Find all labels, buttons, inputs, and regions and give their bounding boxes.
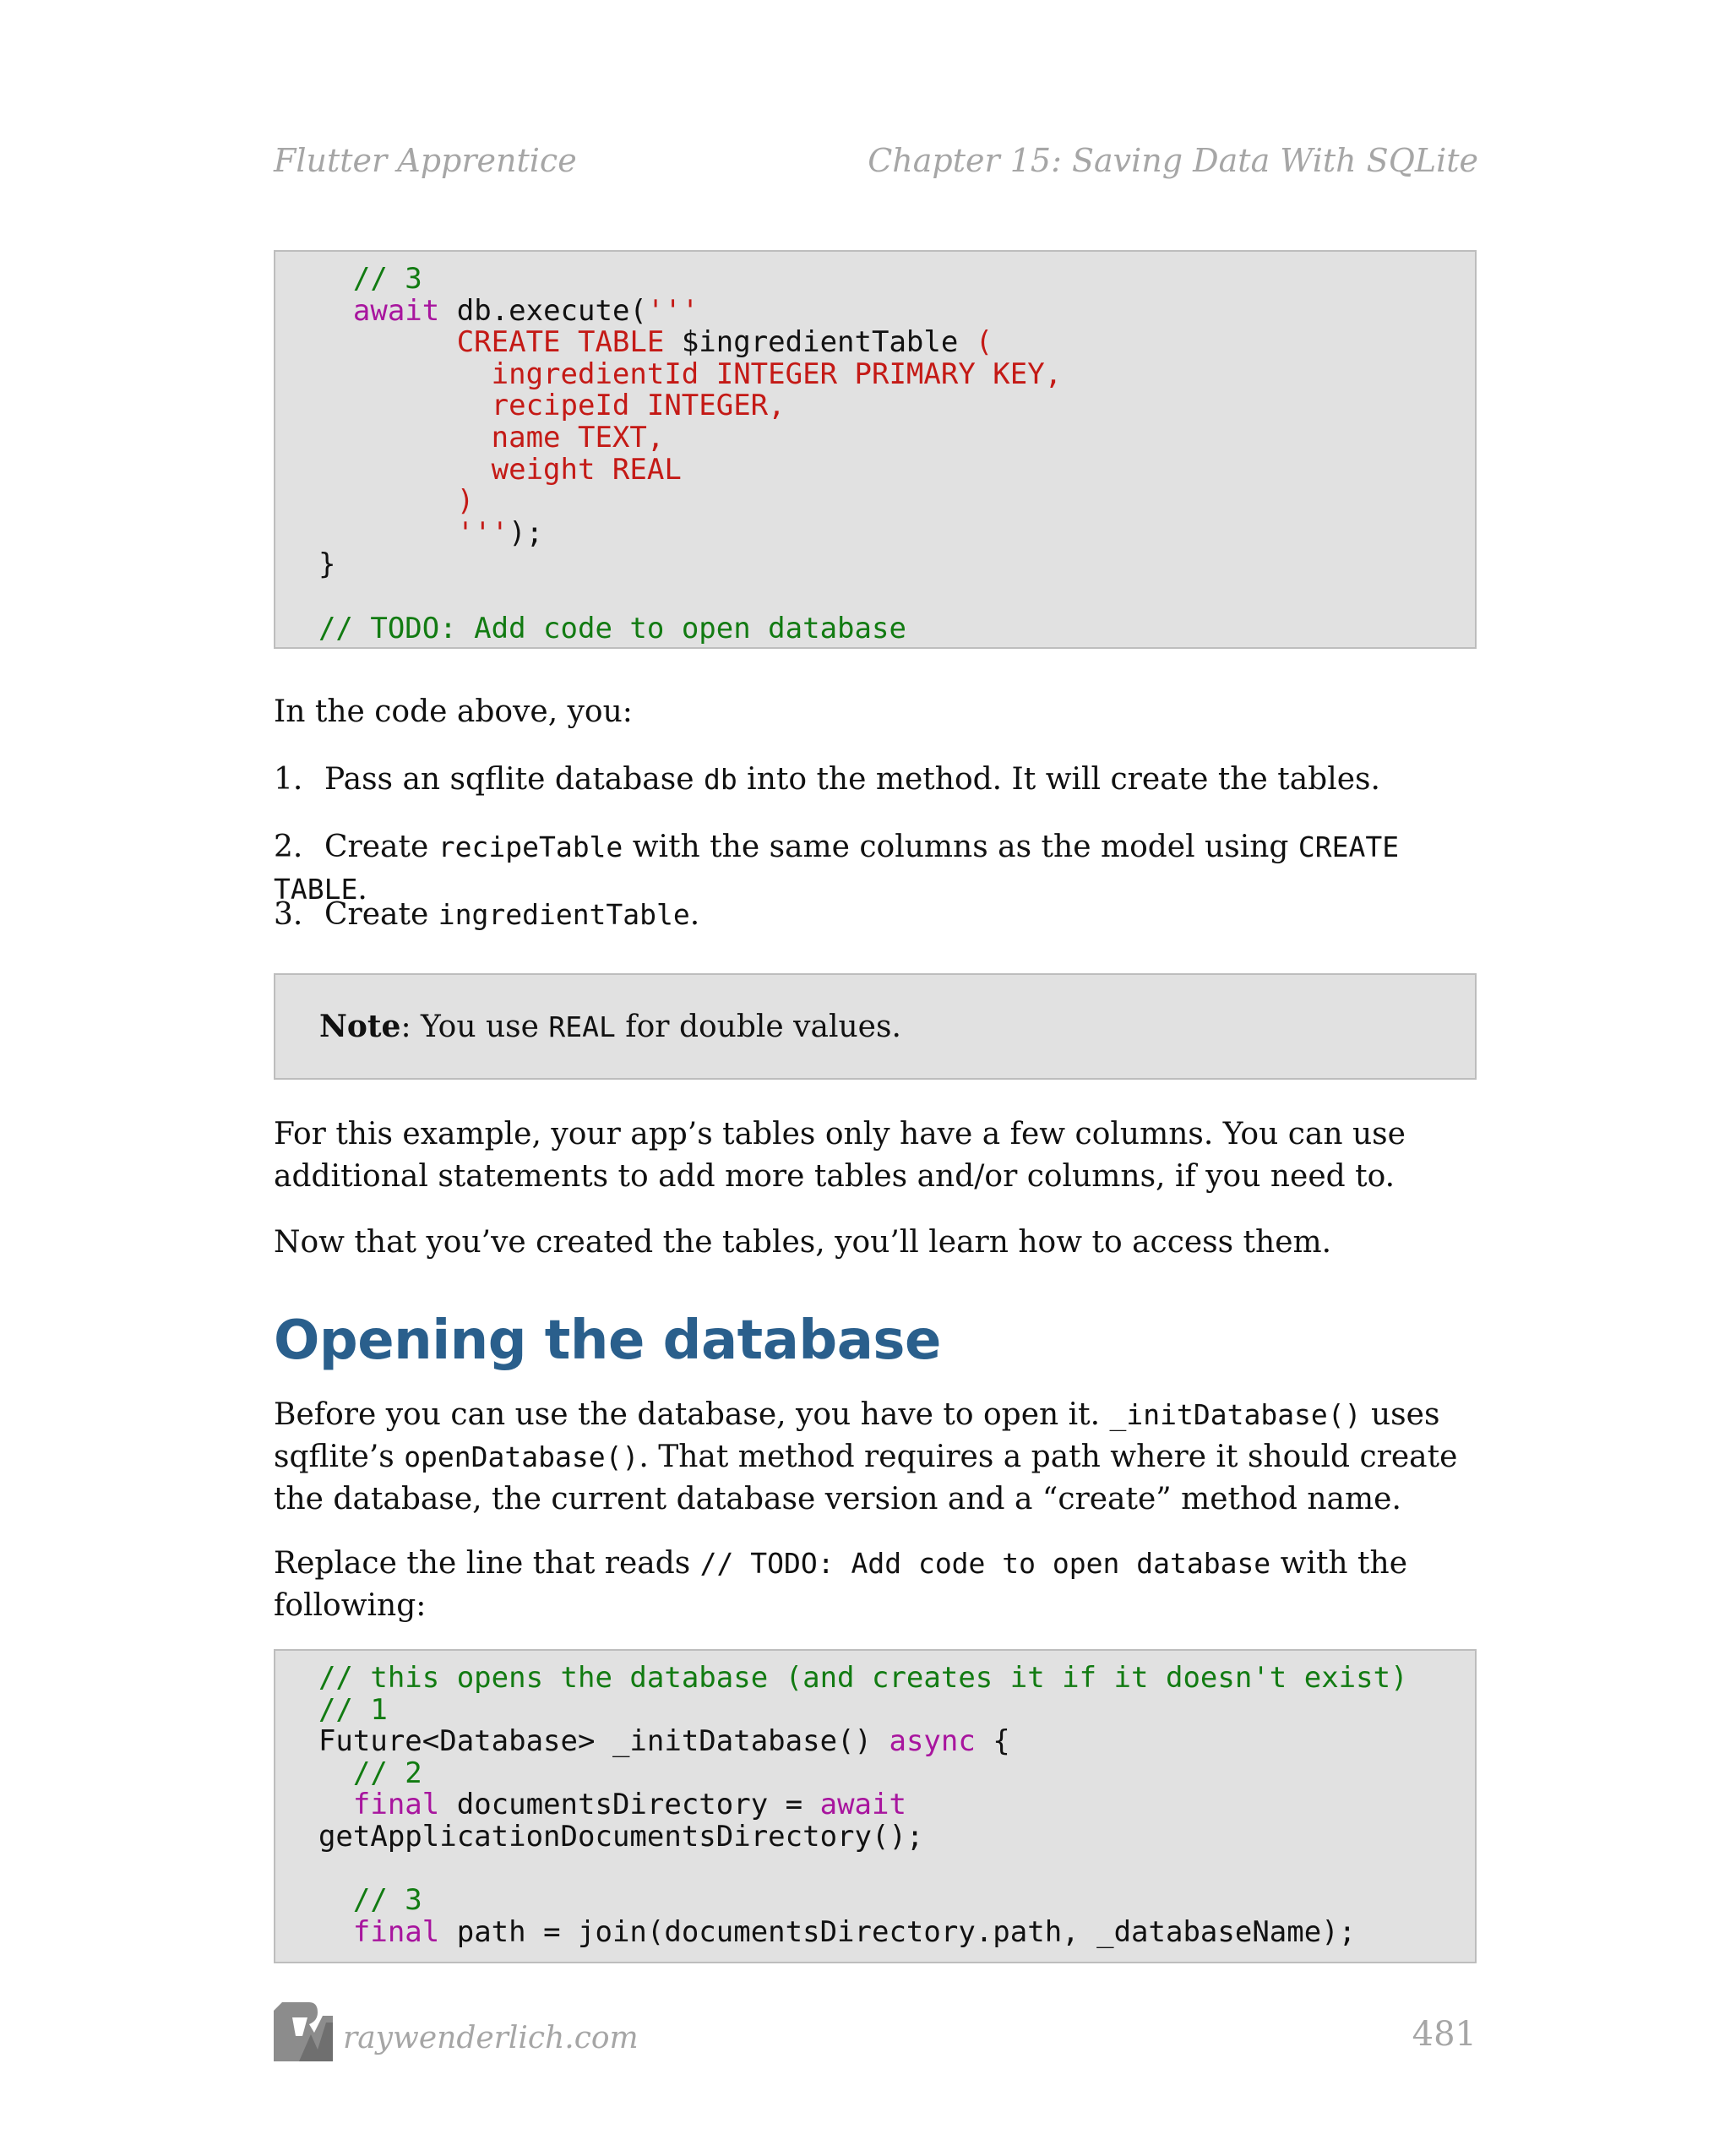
intro-text: In the code above, you: — [274, 694, 633, 729]
code-indent — [284, 1724, 318, 1758]
code-indent — [284, 1756, 353, 1790]
note-text-before: : You use — [400, 1010, 549, 1044]
code-token: getApplicationDocumentsDirectory(); — [318, 1819, 924, 1854]
text: Create — [324, 897, 438, 932]
text: . — [689, 897, 700, 932]
code-line — [284, 327, 1475, 359]
code-token: final — [352, 1914, 440, 1949]
text: Create — [324, 830, 438, 864]
code-indent — [284, 421, 492, 455]
inline-code: _initDatabase() — [1109, 1398, 1362, 1431]
code-line — [284, 452, 1475, 487]
code-line — [284, 1692, 1475, 1727]
code-token: $ingredientTable — [681, 325, 959, 360]
code-token: db.execute( — [439, 293, 647, 328]
code-token: await — [352, 293, 440, 328]
code-token: // 2 — [352, 1756, 422, 1790]
code-line — [284, 264, 1475, 296]
code-line — [284, 359, 1475, 391]
inline-code: recipeTable — [438, 830, 623, 863]
list-item-text — [324, 897, 699, 932]
code-line — [284, 422, 1475, 455]
page-number: 481 — [1412, 2015, 1477, 2054]
code-token: } — [318, 547, 336, 582]
text: . — [357, 872, 367, 906]
code-line — [284, 390, 1475, 422]
note-text-after: for double values. — [615, 1010, 901, 1044]
code-lines — [275, 1663, 1475, 1948]
code-token: ''' — [456, 515, 509, 550]
code-token: ( — [958, 325, 993, 360]
code-line — [284, 1914, 1475, 1949]
text: Replace the line that reads — [274, 1546, 700, 1581]
code-indent — [284, 453, 492, 487]
inline-code: ingredientTable — [438, 898, 690, 931]
paragraph-replace — [274, 1543, 1477, 1627]
code-line — [284, 515, 1475, 550]
code-token: path = join(documentsDirectory.path, _databaseName); — [439, 1914, 1357, 1949]
list-item-text — [324, 762, 1380, 797]
code-indent — [284, 262, 353, 296]
code-indent — [284, 294, 353, 328]
code-indent — [284, 547, 318, 581]
code-line — [284, 486, 1475, 518]
section-heading: Opening the database — [274, 1309, 941, 1372]
code-token: // this opens the database (and creates it if it doesn't exist) — [318, 1661, 1408, 1695]
inline-code: // TODO: Add code to open database — [699, 1547, 1271, 1580]
code-token: Future<Database> _initDatabase() — [318, 1724, 889, 1759]
book-title: Flutter Apprentice — [274, 142, 577, 179]
code-token: final — [352, 1788, 440, 1822]
code-token: // 1 — [318, 1692, 388, 1727]
code-indent — [284, 1693, 318, 1727]
code-token: // TODO: Add code to open database — [318, 611, 906, 645]
code-indent — [284, 1788, 353, 1821]
inline-code: CREATE TABLE — [274, 830, 1400, 906]
note-box — [274, 973, 1477, 1080]
code-indent — [284, 484, 457, 518]
text: Before you can use the database, you have to open it. — [274, 1397, 1110, 1432]
list-item-3 — [274, 894, 1477, 936]
code-token: recipeId INTEGER, — [491, 389, 786, 423]
list-number: 3. — [274, 897, 303, 932]
code-line — [284, 1789, 1475, 1821]
code-token: { — [975, 1724, 1010, 1759]
list-number: 1. — [274, 762, 303, 797]
code-token: await — [819, 1788, 906, 1822]
code-token: weight REAL — [491, 452, 682, 487]
code-token: async — [889, 1724, 976, 1759]
code-indent — [284, 1883, 353, 1917]
code-indent — [284, 389, 492, 422]
text: uses sqflite’s — [274, 1397, 1440, 1474]
list-item-1 — [274, 759, 1477, 801]
code-block-init-database — [274, 1649, 1477, 1963]
code-line — [284, 1854, 1475, 1886]
code-line — [284, 549, 1475, 581]
inline-code: openDatabase() — [404, 1440, 639, 1473]
code-indent — [284, 1915, 353, 1949]
code-indent — [284, 1820, 318, 1854]
inline-code: db — [703, 763, 737, 796]
code-indent — [284, 325, 457, 359]
text: with the following: — [274, 1546, 1408, 1623]
code-line — [284, 293, 1475, 328]
note-label: Note — [319, 1009, 401, 1044]
code-token: ''' — [646, 293, 699, 328]
code-line — [284, 1758, 1475, 1790]
code-lines — [275, 264, 1475, 645]
code-token: name TEXT, — [491, 420, 665, 455]
paragraph-access: Now that you’ve created the tables, you’ll learn how to access them. — [274, 1225, 1332, 1260]
chapter-title: Chapter 15: Saving Data With SQLite — [868, 142, 1478, 179]
code-line — [284, 1885, 1475, 1917]
note-code: REAL — [548, 1010, 616, 1043]
code-indent — [284, 357, 492, 391]
text: with the same columns as the model using — [623, 830, 1298, 864]
code-line — [284, 1663, 1475, 1695]
code-line — [284, 1726, 1475, 1758]
paragraph-columns: For this example, your app’s tables only have a few columns. You can use additional statements to add more tables and/or columns, if you need to. — [274, 1117, 1406, 1194]
paragraph-open-database — [274, 1394, 1477, 1521]
code-indent — [284, 516, 457, 550]
code-indent — [284, 612, 318, 645]
code-indent — [284, 1661, 318, 1695]
text: Pass an sqflite database — [324, 762, 704, 797]
code-line — [284, 581, 1475, 613]
code-token: ); — [509, 515, 544, 550]
footer-site-name: raywenderlich.com — [343, 2021, 639, 2055]
code-token: // 3 — [352, 1883, 422, 1918]
code-token: documentsDirectory = — [439, 1788, 820, 1822]
code-line — [284, 1821, 1475, 1854]
list-number: 2. — [274, 830, 303, 864]
code-token: // 3 — [352, 262, 422, 296]
code-line — [284, 613, 1475, 645]
text: . That method requires a path where it should create the database, the current database version and a “create” method name. — [274, 1440, 1458, 1516]
note-text — [319, 1005, 901, 1048]
code-block-table-creation — [274, 250, 1477, 649]
raywenderlich-logo-icon — [274, 2002, 333, 2061]
code-token: ingredientId INTEGER PRIMARY KEY, — [491, 357, 1063, 391]
text: into the method. It will create the tables. — [737, 762, 1380, 797]
code-token: CREATE TABLE — [456, 325, 682, 360]
code-token: ) — [456, 484, 475, 519]
